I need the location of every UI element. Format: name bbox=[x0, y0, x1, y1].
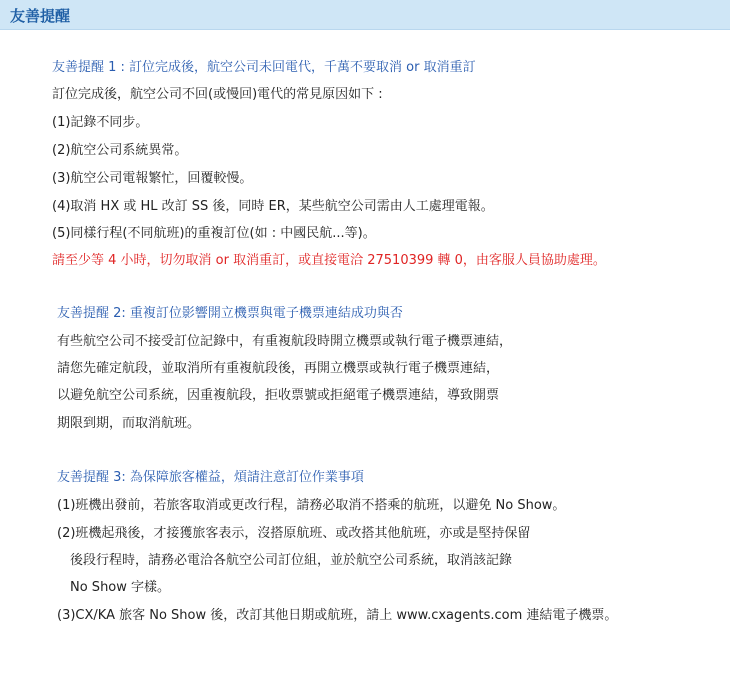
tip-1-warning: 請至少等 4 小時，切勿取消 or 取消重訂，或直接電洽 27510399 轉 0，由客服人員協助處理。 bbox=[52, 253, 606, 268]
tip-2-title: 友善提醒 2: 重複訂位影響開立機票與電子機票連結成功與否 bbox=[57, 306, 403, 321]
tip-2-line: 請您先確定航段，並取消所有重複航段後，再開立機票或執行電子機票連結， bbox=[57, 361, 500, 376]
header-bar bbox=[0, 0, 730, 30]
tip-1-item: (1)記錄不同步。 bbox=[52, 115, 149, 130]
tip-2-line: 有些航空公司不接受訂位記錄中，有重複航段時開立機票或執行電子機票連結， bbox=[57, 334, 513, 349]
tip-1-item: (2)航空公司系統異常。 bbox=[52, 143, 188, 158]
header-title: 友善提醒 bbox=[10, 7, 71, 25]
tip-1-item: (5)同樣行程(不同航班)的重複訂位(如 : 中國民航...等)。 bbox=[52, 226, 376, 241]
tip-1-title: 友善提醒 1 : 訂位完成後，航空公司未回電代，千萬不要取消 or 取消重訂 bbox=[52, 60, 476, 75]
tip-2-line: 期限到期，而取消航班。 bbox=[57, 416, 201, 431]
tip-2-line: 以避免航空公司系統，因重複航段，拒收票號或拒絕電子機票連結，導致開票 bbox=[57, 388, 500, 403]
tip-3-line: (2)班機起飛後，才接獲旅客表示，沒搭原航班、或改搭其他航班，亦或是堅持保留 bbox=[57, 526, 531, 541]
tip-3-line: (3)CX/KA 旅客 No Show 後，改訂其他日期或航班，請上 www.cxagents.com 連結電子機票。 bbox=[57, 608, 618, 623]
tip-3-line: (1)班機出發前，若旅客取消或更改行程，請務必取消不搭乘的航班，以避免 No Show。 bbox=[57, 498, 566, 513]
tip-3-line: No Show 字樣。 bbox=[70, 580, 171, 595]
tip-3-title: 友善提醒 3: 為保障旅客權益，煩請注意訂位作業事項 bbox=[57, 470, 364, 485]
tip-3-line: 後段行程時，請務必電洽各航空公司訂位組，並於航空公司系統，取消該記錄 bbox=[70, 553, 513, 568]
tip-1-item: (3)航空公司電報繁忙，回覆較慢。 bbox=[52, 171, 253, 186]
tip-1-item: (4)取消 HX 或 HL 改訂 SS 後，同時 ER，某些航空公司需由人工處理電報。 bbox=[52, 199, 494, 214]
tip-1-intro: 訂位完成後，航空公司不回(或慢回)電代的常見原因如下 : bbox=[52, 87, 383, 102]
